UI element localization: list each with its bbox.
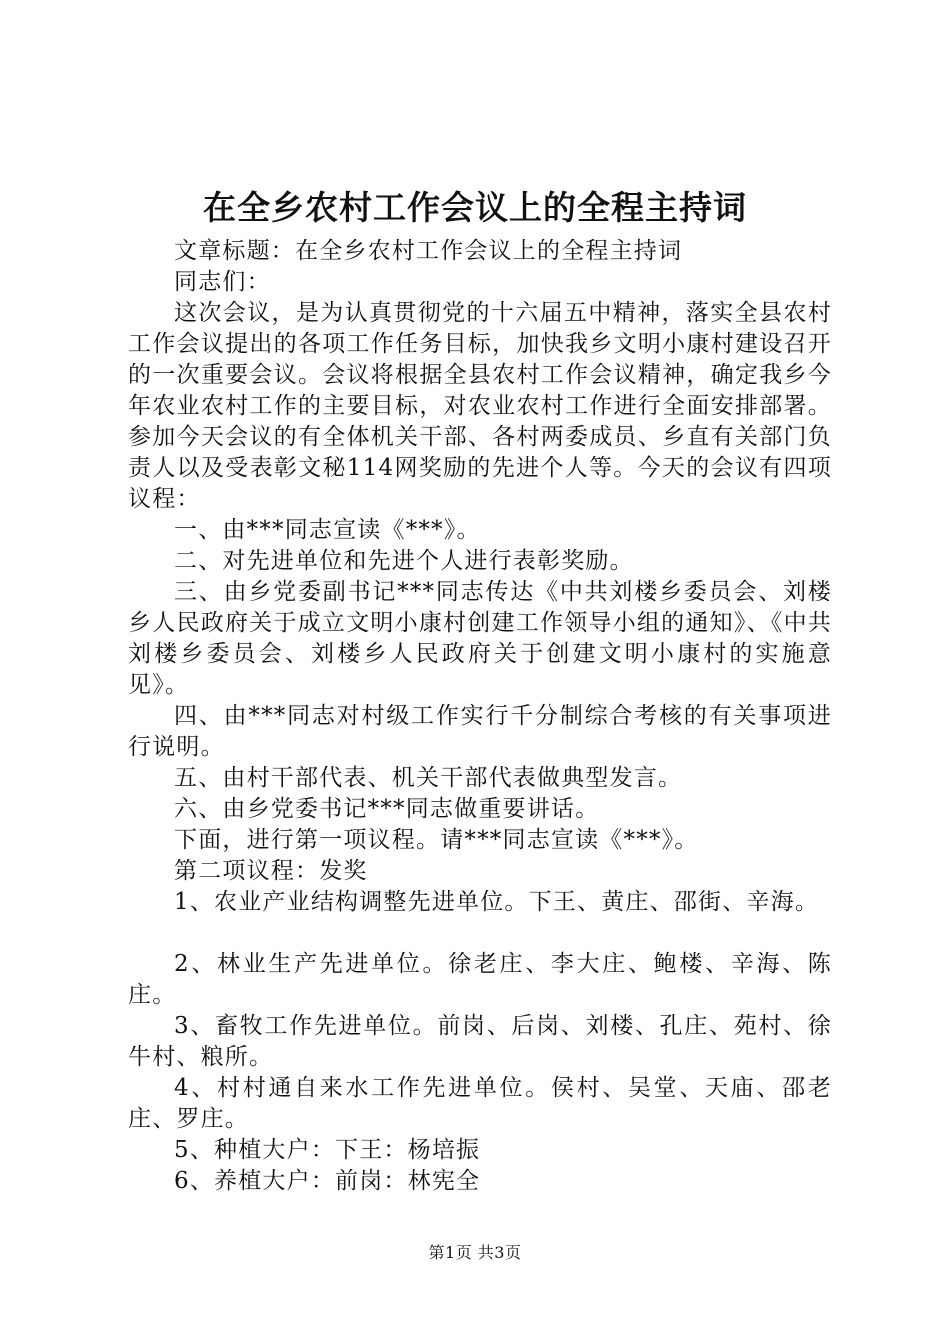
paragraph-agenda-1: 一、由***同志宣读《***》。 [174, 517, 481, 543]
paragraph-award-4: 4、村村通自来水工作先进单位。侯村、吴堂、天庙、邵老庄、罗庄。 [128, 1075, 832, 1132]
paragraph-agenda-4: 四、由***同志对村级工作实行千分制综合考核的有关事项进行说明。 [128, 703, 832, 760]
paragraph-salutation: 同志们： [174, 269, 271, 295]
paragraph-award-1: 1、农业产业结构调整先进单位。下王、黄庄、邵街、辛海。 [174, 889, 820, 915]
paragraph-first-item: 下面，进行第一项议程。请***同志宣读《***》。 [174, 827, 699, 853]
paragraph-second-item: 第二项议程：发奖 [174, 858, 368, 884]
paragraph-agenda-6: 六、由乡党委书记***同志做重要讲话。 [174, 796, 600, 822]
paragraph-agenda-5: 五、由村干部代表、机关干部代表做典型发言。 [174, 765, 683, 791]
paragraph-award-2: 2、林业生产先进单位。徐老庄、李大庄、鲍楼、辛海、陈庄。 [128, 951, 832, 1008]
document-body [128, 236, 832, 1197]
paragraph-award-3: 3、畜牧工作先进单位。前岗、后岗、刘楼、孔庄、苑村、徐牛村、粮所。 [128, 1013, 832, 1070]
blank-line [128, 918, 832, 949]
paragraph-introduction: 这次会议，是为认真贯彻党的十六届五中精神，落实全县农村工作会议提出的各项工作任务目标，加快我乡文明小康村建设召开的一次重要会议。会议将根据全县农村工作会议精神，确定我乡今年农业农村工作的主要目标，对农业农村工作进行全面安排部署。参加今天会议的有全体机关干部、各村两委成员、乡直有关部门负责人以及受表彰文秘114网奖励的先进个人等。今天的会议有四项议程： [128, 300, 832, 512]
document-title: 在全乡农村工作会议上的全程主持词 [203, 188, 747, 227]
paragraph-award-6: 6、养植大户：前岗：林宪全 [174, 1168, 481, 1194]
paragraph-award-5: 5、种植大户：下王：杨培振 [174, 1137, 481, 1163]
paragraph-article-title: 文章标题：在全乡农村工作会议上的全程主持词 [174, 238, 683, 264]
page-number-footer: 第1页 共3页 [428, 1243, 522, 1262]
paragraph-agenda-3: 三、由乡党委副书记***同志传达《中共刘楼乡委员会、刘楼乡人民政府关于成立文明小康村创建工作领导小组的通知》、《中共刘楼乡委员会、刘楼乡人民政府关于创建文明小康村的实施意见》。 [128, 579, 832, 698]
paragraph-agenda-2: 二、对先进单位和先进个人进行表彰奖励。 [174, 548, 634, 574]
